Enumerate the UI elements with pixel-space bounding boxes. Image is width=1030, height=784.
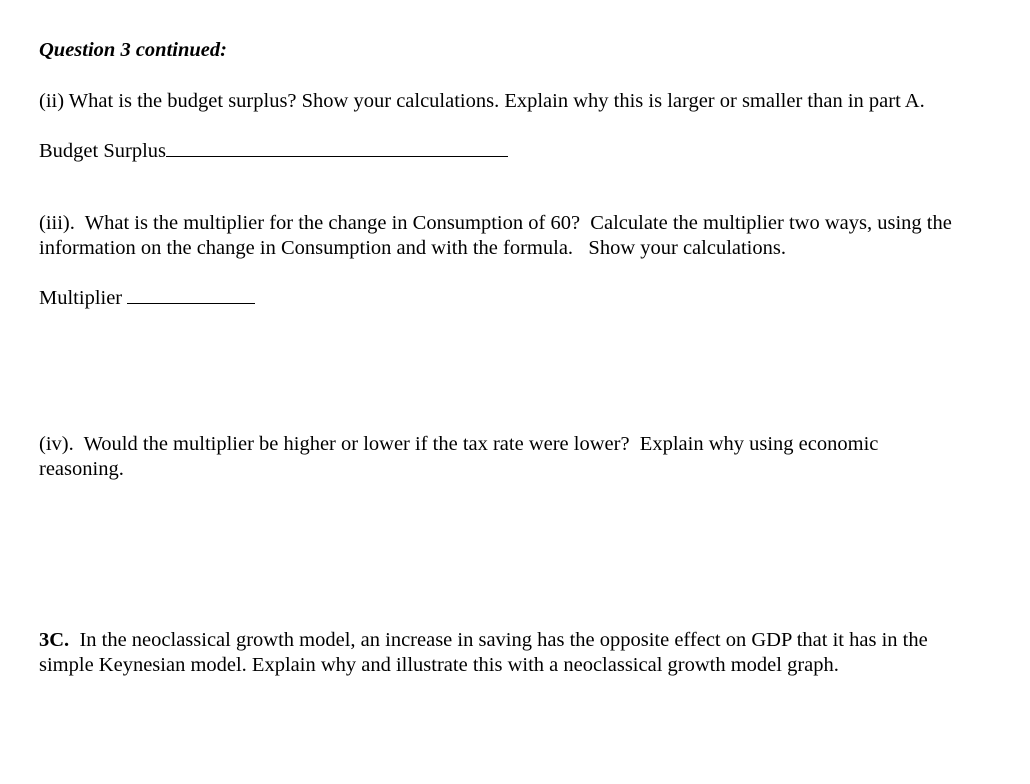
- section-heading: Question 3 continued:: [39, 39, 227, 61]
- multiplier-label: Multiplier: [39, 287, 123, 309]
- question-3c-prompt: [39, 628, 999, 678]
- question-3c-line-1: In the neoclassical growth model, an increase in saving has the opposite effect on GDP that it has in the: [69, 629, 928, 651]
- budget-surplus-label: Budget Surplus: [39, 140, 166, 162]
- question-iii-line-1: (iii). What is the multiplier for the change in Consumption of 60? Calculate the multiplier two ways, using the: [39, 212, 952, 234]
- question-3c-number: 3C.: [39, 629, 70, 651]
- question-ii-prompt: (ii) What is the budget surplus? Show your calculations. Explain why this is larger or smaller than in part A.: [39, 90, 925, 112]
- question-iii-prompt: [39, 211, 999, 261]
- multiplier-answer-row: [39, 285, 999, 311]
- budget-surplus-answer-row: [39, 138, 999, 164]
- question-iv-line-1: (iv). Would the multiplier be higher or lower if the tax rate were lower? Explain why using economic: [39, 433, 879, 455]
- question-3c-line-2: simple Keynesian model. Explain why and illustrate this with a neoclassical growth model graph.: [39, 654, 839, 676]
- multiplier-answer-blank[interactable]: [127, 285, 255, 304]
- question-iii-line-2: information on the change in Consumption and with the formula. Show your calculations.: [39, 237, 786, 259]
- question-iv-line-2: reasoning.: [39, 458, 124, 480]
- question-iv-prompt: [39, 432, 999, 482]
- budget-surplus-answer-blank[interactable]: [166, 138, 508, 157]
